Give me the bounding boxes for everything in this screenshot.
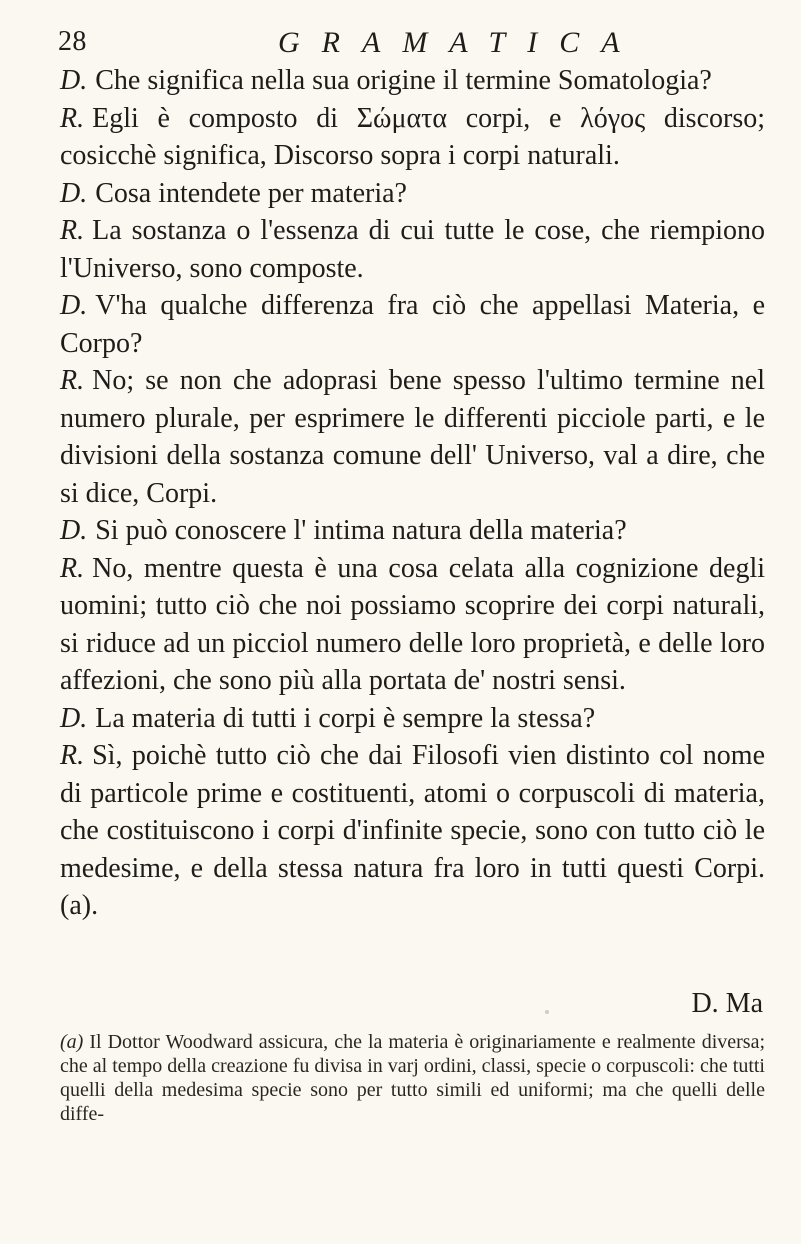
dialogue-entry bbox=[60, 550, 765, 700]
running-title: GRAMATICA bbox=[278, 26, 642, 59]
entry-text: Che significa nella sua origine il termine Somatologia? bbox=[95, 65, 712, 96]
speaker-label: D. bbox=[60, 65, 88, 96]
page-number: 28 bbox=[58, 26, 87, 57]
speaker-label: D. bbox=[60, 177, 88, 209]
dialogue-body bbox=[60, 62, 765, 925]
footnote bbox=[60, 1030, 765, 1126]
speaker-label: R. bbox=[60, 365, 85, 396]
catchword: D. Ma bbox=[691, 988, 763, 1019]
speaker-label: R. bbox=[60, 215, 85, 246]
speaker-label: D. bbox=[60, 702, 88, 734]
dialogue-entry bbox=[60, 62, 765, 100]
paper-speck bbox=[545, 1010, 549, 1014]
speaker-label: R. bbox=[60, 740, 85, 771]
speaker-label: D. bbox=[60, 515, 88, 546]
entry-text: Cosa intendete per materia? bbox=[95, 177, 407, 209]
entry-text: No; se non che adoprasi bene spesso l'ultimo termine nel numero plurale, per esprimere le differenti picciole parti, e le divisioni della sostanza comune dell' Universo, val a dire, che si dice, Corpi. bbox=[60, 365, 765, 509]
entry-text: V'ha qualche differenza fra ciò che appellasi Materia, e Corpo? bbox=[60, 290, 765, 359]
dialogue-entry bbox=[60, 212, 765, 287]
dialogue-entry bbox=[60, 100, 765, 175]
entry-text: La sostanza o l'essenza di cui tutte le cose, che riempiono l'Universo, sono composte. bbox=[60, 215, 765, 284]
dialogue-entry bbox=[60, 287, 765, 362]
entry-text: Sì, poichè tutto ciò che dai Filosofi vien distinto col nome di particole prime e costituenti, atomi o corpuscoli di materia, che costituiscono i corpi d'infinite specie, sono con tutto ciò le medesime, e della stessa natura fra loro in tutti questi Corpi. (a). bbox=[60, 740, 765, 921]
speaker-label: D. bbox=[60, 290, 88, 321]
dialogue-entry bbox=[60, 512, 765, 550]
dialogue-entry bbox=[60, 175, 765, 213]
dialogue-entry bbox=[60, 737, 765, 925]
entry-text: No, mentre questa è una cosa celata alla cognizione degli uomini; tutto ciò che noi possiamo scoprire dei corpi naturali, si riduce ad un picciol numero delle loro proprietà, e delle loro affezioni, che sono più alla portata de' nostri sensi. bbox=[60, 552, 765, 696]
speaker-label: R. bbox=[60, 552, 85, 584]
speaker-label: R. bbox=[60, 102, 85, 134]
footnote-text: Il Dottor Woodward assicura, che la materia è originariamente e realmente diversa; che al tempo della creazione fu divisa in varj ordini, classi, specie o corpuscoli: che tutti quelli della medesima specie sono per tutto simili ed uniformi; ma che quelli delle diffe- bbox=[60, 1031, 766, 1125]
entry-text: Egli è composto di Σώματα corpi, e λόγος discorso; cosicchè significa, Discorso sopra i corpi naturali. bbox=[60, 102, 765, 171]
footnote-label: (a) bbox=[60, 1031, 84, 1053]
entry-text: Si può conoscere l' intima natura della materia? bbox=[95, 515, 627, 546]
dialogue-entry bbox=[60, 700, 765, 738]
running-header bbox=[48, 18, 748, 58]
dialogue-entry bbox=[60, 362, 765, 512]
entry-text: La materia di tutti i corpi è sempre la stessa? bbox=[95, 702, 596, 734]
